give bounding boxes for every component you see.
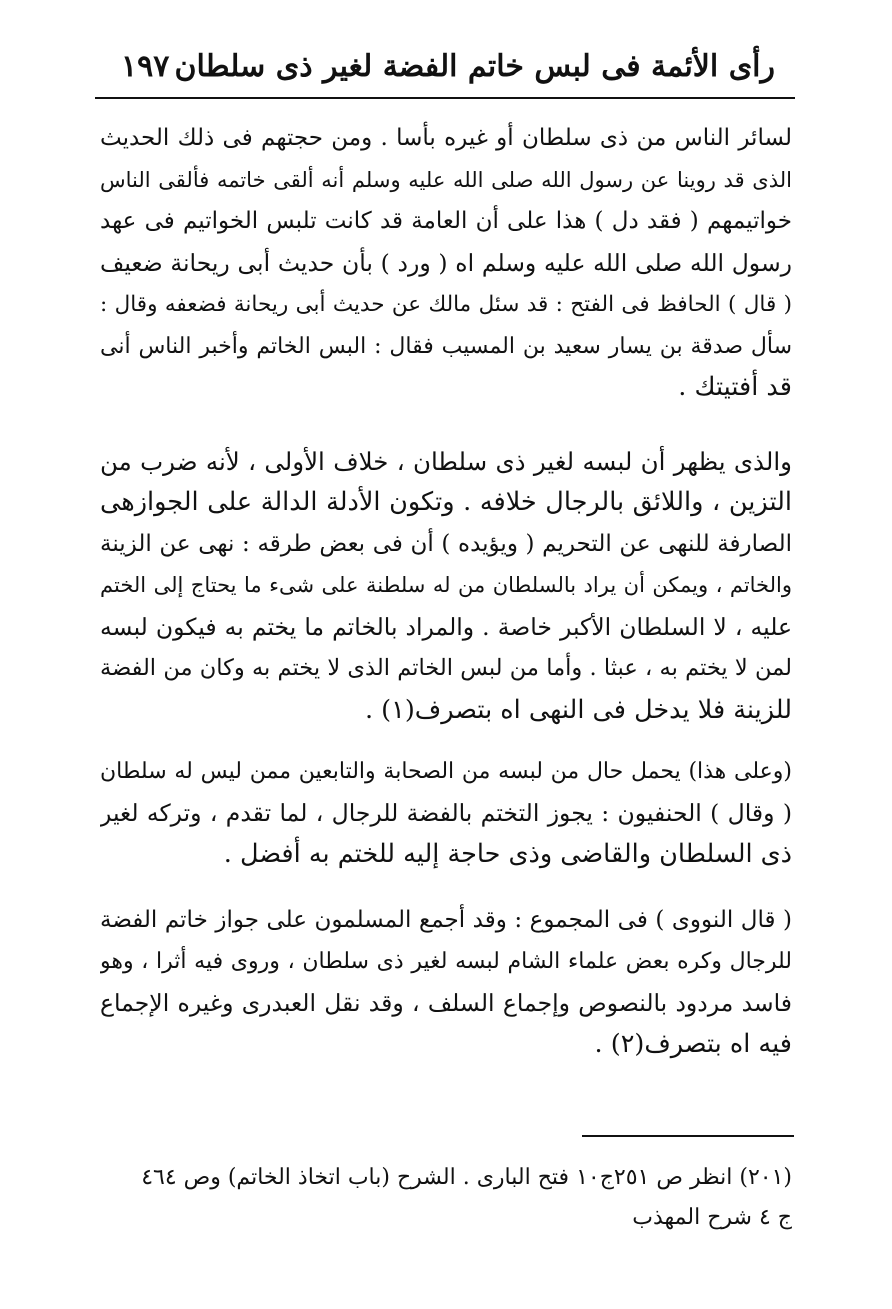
text-line: لمن لا يختم به ، عبثا . وأما من لبس الخاتم الذى لا يختم به وكان من الفضة xyxy=(100,655,792,681)
paragraph-4 xyxy=(100,900,792,1066)
text-line: رسول الله صلى الله عليه وسلم اه ( ورد ) بأن حديث أبى ريحانة ضعيف xyxy=(100,248,792,277)
text-line: التزين ، واللائق بالرجال خلافه . وتكون الأدلة الدالة على الجوازهى xyxy=(100,487,792,517)
text-line: قد أفتيتك . xyxy=(678,372,792,402)
footnotes xyxy=(112,1158,792,1238)
text-line: للرجال وكره بعض علماء الشام لبسه لغير ذى سلطان ، وروى فيه أثرا ، وهو xyxy=(100,949,792,974)
paragraph-2 xyxy=(100,441,792,732)
footnote-line: ج ٤ شرح المهذب xyxy=(632,1205,792,1230)
text-line: فاسد مردود بالنصوص وإجماع السلف ، وقد نقل العبدرى وغيره الإجماع xyxy=(100,988,792,1017)
text-line: عليه ، لا السلطان الأكبر خاصة . والمراد بالخاتم ما يختم به فيكون لبسه xyxy=(100,612,792,641)
text-line: خواتيمهم ( فقد دل ) هذا على أن العامة قد كانت تلبس الخواتيم فى عهد xyxy=(100,208,792,234)
page-number: ١٩٧ xyxy=(121,48,170,84)
footnote-rule xyxy=(582,1135,794,1137)
text-line: الصارفة للنهى عن التحريم ( ويؤيده ) أن فى بعض طرقه : نهى عن الزينة xyxy=(100,530,792,557)
text-line: للزينة فلا يدخل فى النهى اه بتصرف(١) . xyxy=(364,694,792,725)
paragraph-3 xyxy=(100,751,792,876)
footnote-line: (٢٠١) انظر ص ٢٥١ج١٠ فتح البارى . الشرح (باب اتخاذ الخاتم) وص ٤٦٤ xyxy=(141,1165,792,1190)
text-line: ( وقال ) الحنفيون : يجوز التختم بالفضة للرجال ، لما تقدم ، وتركه لغير xyxy=(100,798,792,827)
text-line: سأل صدقة بن يسار سعيد بن المسيب فقال : البس الخاتم وأخبر الناس أنى xyxy=(100,333,792,359)
header-rule xyxy=(95,97,795,99)
page-header xyxy=(95,38,795,94)
text-line: (وعلى هذا) يحمل حال من لبسه من الصحابة والتابعين ممن ليس له سلطان xyxy=(100,759,792,784)
text-line: فيه اه بتصرف(٢) . xyxy=(594,1029,792,1059)
text-line: والخاتم ، ويمكن أن يراد بالسلطان من له سلطنة على شىء ما يحتاج إلى الختم xyxy=(100,573,792,597)
running-title: رأى الأئمة فى لبس خاتم الفضة لغير ذى سلطان xyxy=(174,48,775,84)
main-text xyxy=(100,118,792,1066)
text-line: الذى قد روينا عن رسول الله صلى الله عليه وسلم أنه ألقى خاتمه فألقى الناس xyxy=(100,167,792,192)
text-line: والذى يظهر أن لبسه لغير ذى سلطان ، خلاف الأولى ، لأنه ضرب من xyxy=(100,446,792,476)
text-line: لسائر الناس من ذى سلطان أو غيره بأسا . ومن حجتهم فى ذلك الحديث xyxy=(100,125,792,151)
text-line: ذى السلطان والقاضى وذى حاجة إليه للختم به أفضل . xyxy=(223,839,792,869)
text-line: ( قال النووى ) فى المجموع : وقد أجمع المسلمون على جواز خاتم الفضة xyxy=(100,906,792,933)
text-line: ( قال ) الحافظ فى الفتح : قد سئل مالك عن حديث أبى ريحانة فضعفه وقال : xyxy=(100,292,792,317)
paragraph-1 xyxy=(100,118,792,409)
